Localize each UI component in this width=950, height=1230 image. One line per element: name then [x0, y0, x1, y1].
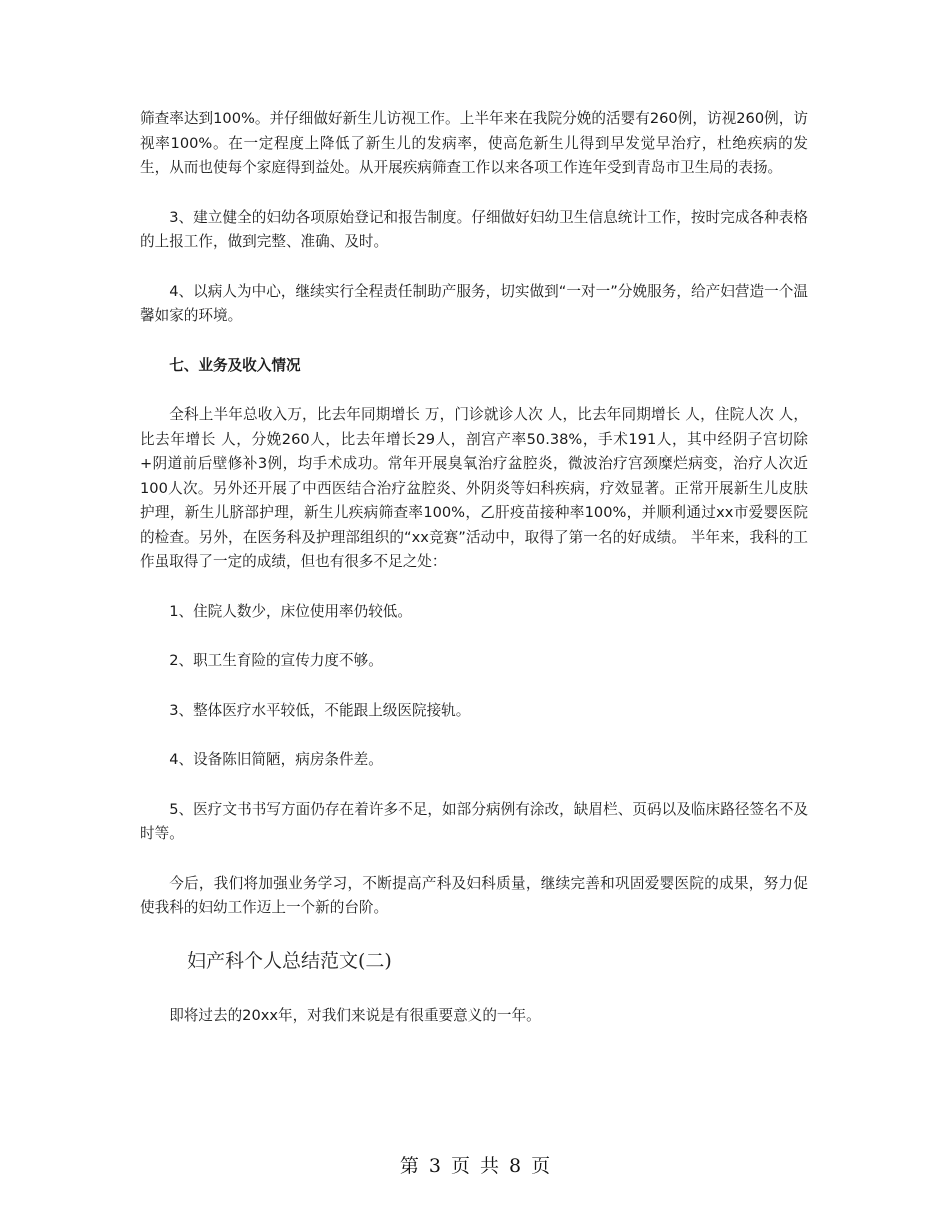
paragraph-future-plan: 今后，我们将加强业务学习，不断提高产科及妇科质量，继续完善和巩固爱婴医院的成果，努力促使我科的妇幼工作迈上一个新的台阶。	[140, 874, 808, 916]
paragraph-item-4-patient-centered: 4、以病人为中心，继续实行全程责任制助产服务，切实做到“一对一”分娩服务，给产妇营造一个温馨如家的环境。	[140, 282, 808, 324]
paragraph-year-intro: 即将过去的20xx年，对我们来说是有很重要意义的一年。	[169, 1006, 541, 1024]
paragraph-screening-continuation: 筛查率达到100%。并仔细做好新生儿访视工作。上半年来在我院分娩的活婴有260例，访视260例，访视率100%。在一定程度上降低了新生儿的发病率，使高危新生儿得到早发觉早治疗，杜绝疾病的发生，从而也使每个家庭得到益处。从开展疾病筛查工作以来各项工作连年受到青岛市卫生局的表扬。	[140, 110, 808, 176]
list-item-shortcoming-4: 4、设备陈旧简陋，病房条件差。	[169, 751, 383, 768]
list-item-shortcoming-2: 2、职工生育险的宣传力度不够。	[169, 652, 383, 669]
list-item-shortcoming-1: 1、住院人数少，床位使用率仍较低。	[169, 602, 412, 620]
page-number-footer: 第 3 页 共 8 页	[399, 1155, 551, 1177]
section-title-summary-two: 妇产科个人总结范文(二)	[187, 949, 392, 972]
section-heading-business-income: 七、业务及收入情况	[169, 356, 301, 374]
list-item-shortcoming-5: 5、医疗文书书写方面仍存在着许多不足，如部分病例有涂改，缺眉栏、页码以及临床路径签名不及时等。	[140, 800, 808, 842]
paragraph-item-3-records: 3、建立健全的妇幼各项原始登记和报告制度。仔细做好妇幼卫生信息统计工作，按时完成各种表格的上报工作，做到完整、准确、及时。	[140, 208, 808, 250]
paragraph-income-summary: 全科上半年总收入万，比去年同期增长 万，门诊就诊人次 人，比去年同期增长 人，住院人次 人，比去年增长 人，分娩260人，比去年增长29人，剖宫产率50.38%，手术191人，其中经阴子宫切除+阴道前后壁修补3例，均手术成功。常年开展臭氧治疗盆腔炎，微波治疗宫颈糜烂病变，治疗人次近100人次。另外还开展了中西医结合治疗盆腔炎、外阴炎等妇科疾病，疗效显著。正常开展新生儿皮肤护理，新生儿脐部护理，新生儿疾病筛查率100%，乙肝疫苗接种率100%，并顺利通过xx市爱婴医院的检查。另外，在医务科及护理部组织的“xx竞赛”活动中，取得了第一名的好成绩。 半年来，我科的工作虽取得了一定的成绩，但也有很多不足之处：	[140, 406, 808, 570]
document-body	[140, 107, 808, 1053]
list-item-shortcoming-3: 3、整体医疗水平较低，不能跟上级医院接轨。	[169, 701, 471, 719]
